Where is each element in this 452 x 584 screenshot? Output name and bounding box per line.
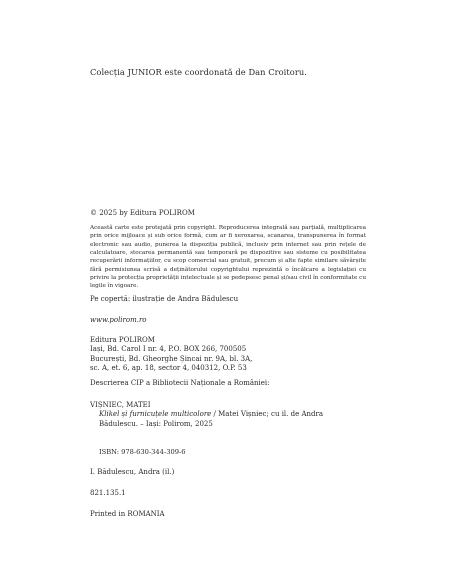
publisher-address-line: Iași, Bd. Carol I nr. 4, P.O. BOX 266, 700505 [90,345,247,354]
legal-notice: Această carte este protejată prin copyright. Reproducerea integrală sau parțială, multiplicarea prin orice mijloace și sub orice formă, cum ar fi xeroxarea, scanarea, transpunerea în format electronic sau audio, punerea la dispoziția publică, inclusiv prin internet sau prin rețele de calculatoare, stocarea permanentă sau temporară pe dispozitive sau sisteme cu posibilitatea recuperării informațiilor, cu scop comercial sau gratuit, precum și alte fapte similare săvârșite fără permisiunea scrisă a deținătorului copyrightului reprezintă o încălcare a legislației cu privire la protecția proprietății intelectuale și se pedepsesc penal și/sau civil în conformitate cu legile în vigoare. [90,225,366,290]
cip-author-heading: VIȘNIEC, MATEI [90,401,151,409]
cip-title-statement [90,410,366,419]
copyright-line: © 2025 by Editura POLIROM [90,209,195,217]
printed-in: Printed in ROMANIA [90,510,165,518]
cip-responsibility: / Matei Vișniec; cu il. de Andra [211,410,324,419]
isbn: ISBN: 978-630-344-309-6 [99,448,186,456]
cip-title: Descrierea CIP a Bibliotecii Naționale a României: [90,379,270,387]
cip-book-title: Klikel și furnicuțele multicolore [99,410,212,419]
cip-udc: 821.135.1 [90,489,126,497]
publisher-name: Editura POLIROM [90,336,155,344]
publisher-address-line: București, Bd. Gheorghe Șincai nr. 9A, bl. 3A, [90,354,253,363]
publisher-website: www.polirom.ro [90,316,147,324]
cip-record [90,401,366,429]
cip-imprint: Bădulescu. – Iași: Polirom, 2025 [99,419,213,428]
cip-added-entry: I. Bădulescu, Andra (il.) [90,468,175,476]
cover-credit: Pe copertă: ilustrație de Andra Bădulescu [90,295,239,303]
publisher-address [90,336,366,374]
series-note: Colecția JUNIOR este coordonată de Dan Croitoru. [90,67,307,77]
publisher-address-line: sc. A, et. 6, ap. 18, sector 4, 040312, O.P. 53 [90,364,247,373]
